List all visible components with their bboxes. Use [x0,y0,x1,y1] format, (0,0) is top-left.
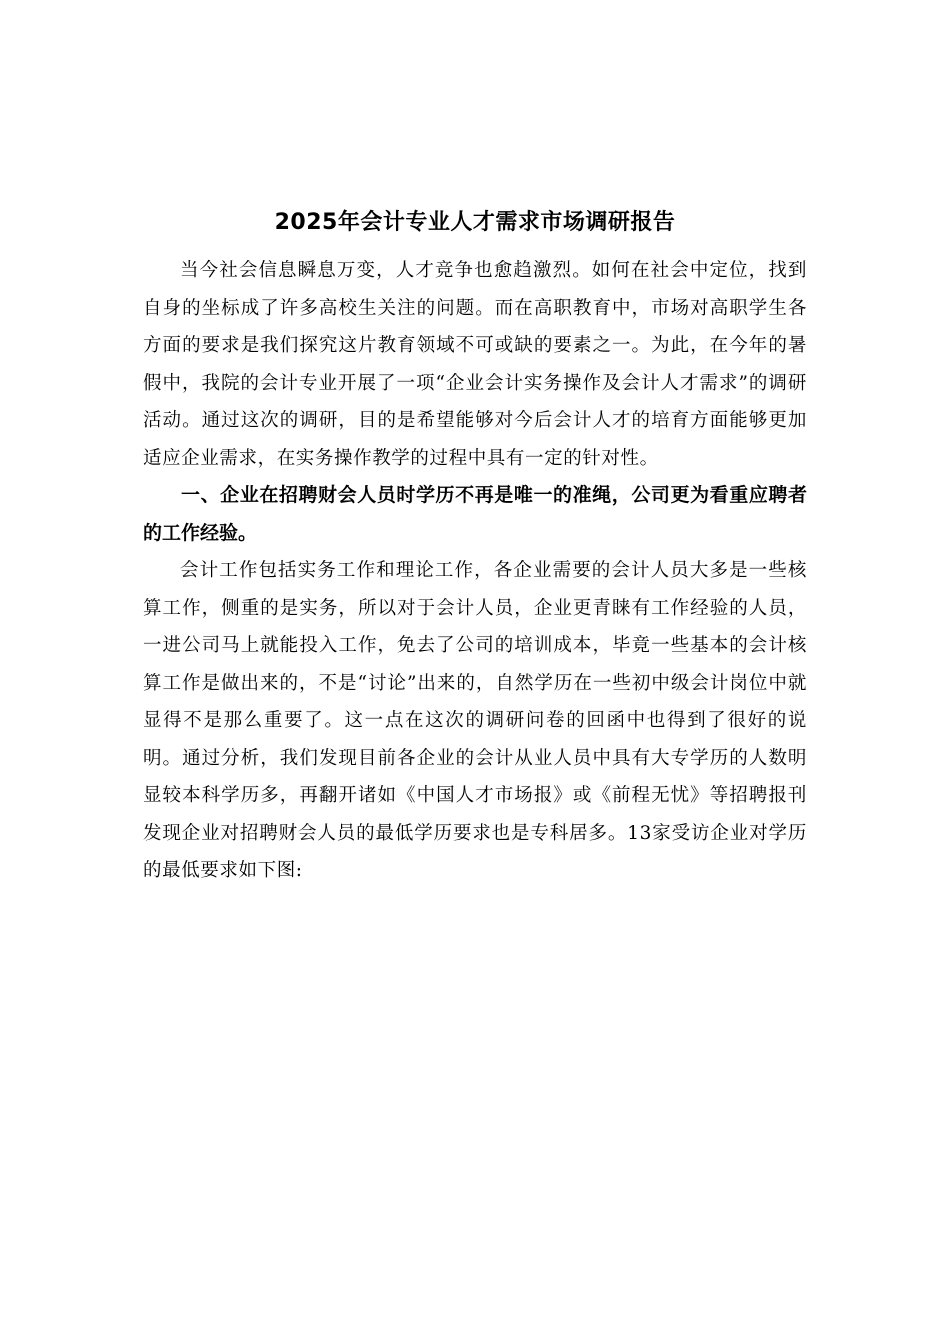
section-heading-1: 一、企业在招聘财会人员时学历不再是唯一的准绳，公司更为看重应聘者的工作经验。 [143,484,807,544]
section-1-paragraph: 会计工作包括实务工作和理论工作，各企业需要的会计人员大多是一些核算工作，侧重的是实务，所以对于会计人员，企业更青睐有工作经验的人员，一进公司马上就能投入工作，免去了公司的培训成本，毕竟一些基本的会计核算工作是做出来的，不是“讨论”出来的，自然学历在一些初中级会计岗位中就显得不是那么重要了。这一点在这次的调研问卷的回函中也得到了很好的说明。通过分析，我们发现目前各企业的会计从业人员中具有大专学历的人数明显较本科学历多，再翻开诸如《中国人才市场报》或《前程无忧》等招聘报刊发现企业对招聘财会人员的最低学历要求也是专科居多。13家受访企业对学历的最低要求如下图: [143,560,807,881]
document-body [143,203,807,890]
document-title: 2025年会计专业人才需求市场调研报告 [274,210,676,235]
intro-paragraph: 当今社会信息瞬息万变，人才竞争也愈趋激烈。如何在社会中定位，找到自身的坐标成了许多高校生关注的问题。而在高职教育中，市场对高职学生各方面的要求是我们探究这片教育领域不可或缺的要素之一。为此，在今年的暑假中，我院的会计专业开展了一项“企业会计实务操作及会计人才需求”的调研活动。通过这次的调研，目的是希望能够对今后会计人才的培育方面能够更加适应企业需求，在实务操作教学的过程中具有一定的针对性。 [143,260,807,469]
